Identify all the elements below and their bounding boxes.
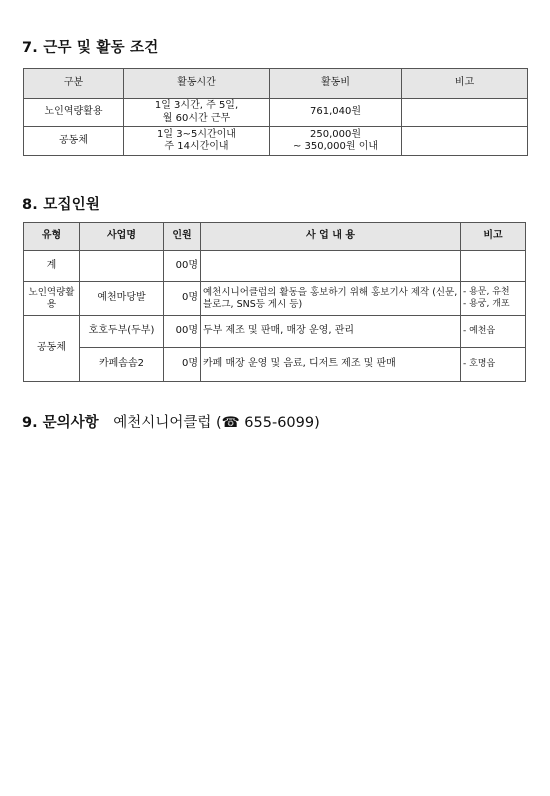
cell-note [461,348,526,382]
note-line-1: - 예천읍 [463,325,496,336]
cell-name: 예천마당발 [80,282,164,316]
pay-line-1: 250,000원 [309,128,361,140]
header-project-name: 사업명 [80,223,164,251]
cell-count: 0명 [164,282,201,316]
cell-note [461,251,526,282]
header-content: 사 업 내 용 [201,223,461,251]
time-line-2: 주 14시간이내 [164,141,229,152]
cell-name: 카페솜솜2 [80,348,164,382]
cell-pay [270,127,402,156]
cell-category: 노인역량활용 [24,99,124,127]
header-type: 유형 [24,223,80,251]
header-activity-pay: 활동비 [270,69,402,99]
pay-line-1: 761,040원 [309,106,361,118]
table-row [24,282,526,316]
cell-type: 공동체 [24,316,80,382]
section-9-title: 9. 문의사항 [22,415,99,431]
table-row [24,99,528,127]
table-row [24,316,526,348]
contact-organization: 예천시니어클럽 [113,415,212,431]
cell-category: 공동체 [24,127,124,156]
cell-content: 카페 매장 운영 및 음료, 디저트 제조 및 판매 [201,348,461,382]
table-row [24,127,528,156]
section-8-title: 8. 모집인원 [22,197,101,213]
contact-info [22,411,320,432]
pay-line-2: ~ 350,000원 이내 [292,141,379,152]
total-row [24,251,526,282]
note-line-1: - 용문, 유천 [463,287,510,298]
cell-note [461,282,526,316]
cell-time [124,127,270,156]
contact-phone: (☎ 655-6099) [215,415,320,431]
table-row [24,348,526,382]
cell-count: 00명 [164,316,201,348]
header-activity-time: 활동시간 [124,69,270,99]
header-category: 구분 [24,69,124,99]
recruitment-table [23,222,526,382]
section-7-title: 7. 근무 및 활동 조건 [22,40,159,56]
work-conditions-table [23,68,528,156]
time-line-1: 1일 3~5시간이내 [157,128,236,140]
cell-note [402,127,528,156]
cell-count: 0명 [164,348,201,382]
cell-note [461,316,526,348]
note-line-1: - 호명읍 [463,358,496,369]
note-line-2: - 용궁, 개포 [463,298,510,309]
cell-content: 두부 제조 및 판매, 매장 운영, 관리 [201,316,461,348]
header-count: 인원 [164,223,201,251]
time-line-1: 1일 3시간, 주 5일, [154,100,239,111]
cell-type: 계 [24,251,80,282]
cell-count: 00명 [164,251,201,282]
cell-content [201,251,461,282]
cell-type: 노인역량활용 [24,282,80,316]
cell-time [124,99,270,127]
cell-name [80,251,164,282]
cell-pay [270,99,402,127]
cell-note [402,99,528,127]
cell-content: 예천시니어클럽의 활동을 홍보하기 위해 홍보기사 제작 (신문, 블로그, SNS등 게시 등) [201,282,461,316]
time-line-2: 월 60시간 근무 [162,112,231,124]
header-note: 비고 [402,69,528,99]
cell-name: 호호두부(두부) [80,316,164,348]
header-note: 비고 [461,223,526,251]
